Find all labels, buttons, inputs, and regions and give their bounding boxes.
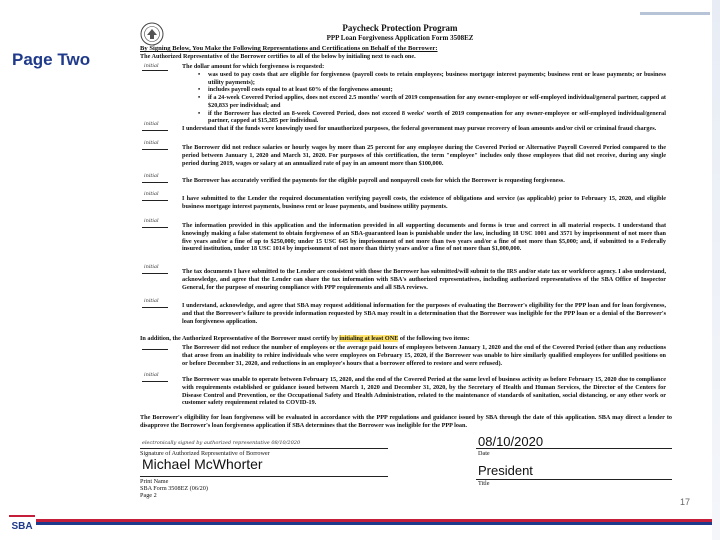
initial-field[interactable]	[140, 121, 182, 133]
certification-text: I understand that if the funds were knowingly used for unauthorized purposes, the federal government may pursue recovery of loan amounts and/or civil or criminal fraud charges.	[182, 125, 657, 132]
e-signature: electronically signed by authorized representative 08/10/2020	[142, 440, 301, 446]
initial-field[interactable]	[140, 344, 182, 367]
certification-item	[140, 264, 672, 291]
certification-item	[140, 173, 672, 185]
initial-line	[142, 349, 168, 350]
signature-line	[140, 448, 388, 449]
bottom-bar	[0, 519, 712, 525]
closing-row	[140, 414, 672, 430]
date-label: Date	[478, 450, 490, 457]
initial-line	[142, 182, 168, 183]
date-value[interactable]: 08/10/2020	[478, 434, 544, 449]
addition-text: In addition, the Authorized Representative of the Borrower must certify by initialing at least ONE of the following two items:	[140, 335, 470, 342]
certification-text: The Borrower was unable to operate between February 15, 2020, and the end of the Covered Period at the same level of business activity as before February 15, 2020 due to compliance with requirements established or guidance issued between March 1, 2020 and December 31, 2020, by the Secretary of Health and Human Services, the Director of the Centers for Disease Control and Prevention, or the Occupational Safety and Health Administration, related to the maintenance of standards of sanitation, social distancing, or any other work or customer safety requirement related to COVID-19.	[182, 376, 666, 407]
title-label: Title	[478, 480, 490, 487]
signature-block	[140, 434, 672, 540]
initial-field[interactable]	[140, 191, 182, 211]
initial-mark: initial	[144, 191, 159, 197]
certification-item	[140, 218, 672, 253]
initial-line	[142, 381, 168, 382]
initial-field[interactable]	[140, 218, 182, 253]
title-line	[476, 479, 672, 480]
sba-logo-text: SBA	[11, 521, 33, 532]
initial-line	[142, 227, 168, 228]
initial-mark: initial	[144, 173, 159, 179]
bullet-item: • includes payroll costs equal to at least 60% of the forgiveness amount;	[198, 86, 666, 94]
initial-mark: initial	[144, 140, 159, 146]
form-page	[140, 22, 672, 528]
certification-text: The Borrower did not reduce the number of employees or the average paid hours of employees between January 1, 2020 and the end of the Covered Period (other than any reductions that arose from an inability to rehire individuals who were employees on February 15, 2020, if the Borrower was unable to hire similarly qualified employees for unfilled positions on or before December 31, 2020, and reductions in an employee's hours that a borrower offered to restore and were refused).	[182, 344, 666, 367]
sba-seal-icon	[140, 22, 164, 46]
date-line	[476, 448, 672, 449]
print-name-label: Print Name	[140, 478, 169, 485]
bullet-item: • was used to pay costs that are eligible for forgiveness (payroll costs to retain employees; business mortgage interest payments; business rent or lease payments; or business utility payments);	[198, 71, 666, 87]
bullet-item: • if a 24-week Covered Period applies, does not exceed 2.5 months' worth of 2019 compensation for any owner-employee or self-employed individual/general partner, capped at $20,833 per individual; and	[198, 94, 666, 110]
initial-mark: initial	[144, 63, 159, 69]
initial-line	[142, 273, 168, 274]
certification-item	[140, 140, 672, 167]
form-title: Paycheck Protection Program	[342, 23, 458, 33]
initial-field[interactable]	[140, 298, 182, 325]
bottom-bar-blue	[36, 522, 712, 525]
initial-line	[142, 149, 168, 150]
sba-logo-icon	[8, 512, 36, 534]
certification-item	[140, 63, 672, 125]
certification-text: The tax documents I have submitted to the Lender are consistent with those the Borrower has submitted/will submit to the IRS and/or state tax or workforce agency. I also understand, acknowledge, and agree that the Lender can share the tax information with SBA's authorized representatives, including authorized representatives of the SBA Office of Inspector General, for the purpose of ensuring compliance with PPP requirements and all SBA reviews.	[182, 268, 666, 291]
certification-item	[140, 191, 672, 211]
title-value[interactable]: President	[478, 463, 533, 478]
intro-text: The Authorized Representative of the Borrower certifies to all of the below by initialing next to each one.	[140, 53, 416, 60]
certification-text: I understand, acknowledge, and agree that SBA may request additional information for the purposes of evaluating the Borrower's eligibility for the PPP loan and for loan forgiveness, and that the Borrower's failure to provide information requested by SBA may result in a determination that the Borrower was ineligible for the PPP loan or a denial of the Borrower's loan forgiveness application.	[182, 302, 666, 325]
page-label: Page 2	[140, 492, 157, 499]
certification-item	[140, 121, 672, 133]
initial-line	[142, 70, 168, 71]
right-stripe	[712, 0, 720, 540]
form-subtitle: PPP Loan Forgiveness Application Form 3508EZ	[326, 34, 474, 43]
closing-text: The Borrower's eligibility for loan forgiveness will be evaluated in accordance with the PPP regulations and guidance issued by SBA through the date of this application. SBA may direct a lender to disapprove the Borrower's loan forgiveness application if SBA determines that the Borrower was ineligible for the PPP loan.	[140, 414, 672, 429]
initial-line	[142, 307, 168, 308]
initial-mark: initial	[144, 218, 159, 224]
either-item	[140, 372, 672, 407]
initial-mark: initial	[144, 121, 159, 127]
bullet-item: • if the Borrower has elected an 8-week Covered Period, does not exceed 8 weeks' worth of 2019 compensation for any owner-employee or self-employed individual/general partner, capped at $15,385 per individual.	[198, 110, 666, 126]
bullet-list	[198, 71, 666, 125]
initial-line	[142, 130, 168, 131]
initial-field[interactable]	[140, 264, 182, 291]
intro-row	[140, 53, 672, 61]
addition-row	[140, 335, 672, 343]
highlighted-phrase: initialing at least ONE	[339, 335, 399, 342]
initial-field[interactable]	[140, 372, 182, 407]
certification-text: The information provided in this application and the information provided in all supporting documents and forms is true and correct in all material respects. I understand that knowingly making a false statement to obtain forgiveness of an SBA-guaranteed loan is punishable under the law, including 18 USC 1001 and 3571 by imprisonment of not more than five years and/or a fine of up to $250,000; under 15 USC 645 by imprisonment of not more than two years and/or a fine of not more than $5,000; and, if submitted to a Federally insured institution, under 18 USC 1014 by imprisonment of not more than thirty years and/or a fine of not more than $1,000,000.	[182, 222, 666, 253]
form-heading	[200, 23, 600, 43]
initial-field[interactable]	[140, 173, 182, 185]
slide-page-number: 17	[680, 497, 691, 507]
certification-item	[140, 298, 672, 325]
slide-title: Page Two	[12, 50, 91, 69]
initial-mark: initial	[144, 372, 159, 378]
header-statement: By Signing Below, You Make the Following Representations and Certifications on Behalf of the Borrower:	[140, 45, 438, 52]
certification-text: I have submitted to the Lender the required documentation verifying payroll costs, the existence of obligations and service (as applicable) prior to February 15, 2020, and eligible business mortgage interest payments, business rent or lease payments, and business utility payments.	[182, 195, 666, 210]
certification-text: The dollar amount for which forgiveness is requested: • was used to pay costs that are eligible for forgiveness (payroll costs to retain employees; business mortgage interest payments; business rent or lease payments; or business utility payments); • includes payroll costs equal to at least 60% of the forgiveness amount; • if a 24-week Covered Period applies, does not exceed 2.5 months' worth of 2019 compensation for any owner-employee or self-employed individual/general partner, capped at $20,833 per individual; and • if the Borrower has elected an 8-week Covered Period, does not exceed 8 weeks' worth of 2019 compensation for any owner-employee or self-employed individual/general partner, capped at $15,385 per individual.	[182, 63, 672, 125]
initial-mark: initial	[144, 298, 159, 304]
certification-text: The Borrower has accurately verified the payments for the eligible payroll and nonpayroll costs for which the Borrower is requesting forgiveness.	[182, 177, 565, 184]
initial-field[interactable]	[140, 140, 182, 167]
initial-mark: initial	[144, 264, 159, 270]
either-item	[140, 344, 672, 367]
certification-text: The Borrower did not reduce salaries or hourly wages by more than 25 percent for any employee during the Covered Period or Alternative Payroll Covered Period compared to the period between January 1, 2020 and March 31, 2020. For purposes of this certification, the term "employee" includes only those employees that did not receive, during any single period during 2019, wages or salary at an annualized rate of pay in an amount more than $100,000.	[182, 144, 666, 167]
name-line	[140, 476, 388, 477]
top-rule	[640, 12, 710, 15]
header-statement-row	[140, 45, 672, 53]
initial-line	[142, 200, 168, 201]
signature-label: Signature of Authorized Representative of Borrower	[140, 450, 270, 457]
print-name-value[interactable]: Michael McWhorter	[142, 456, 263, 472]
initial-field[interactable]	[140, 63, 182, 125]
form-number: SBA Form 3508EZ (06/20)	[140, 485, 208, 492]
